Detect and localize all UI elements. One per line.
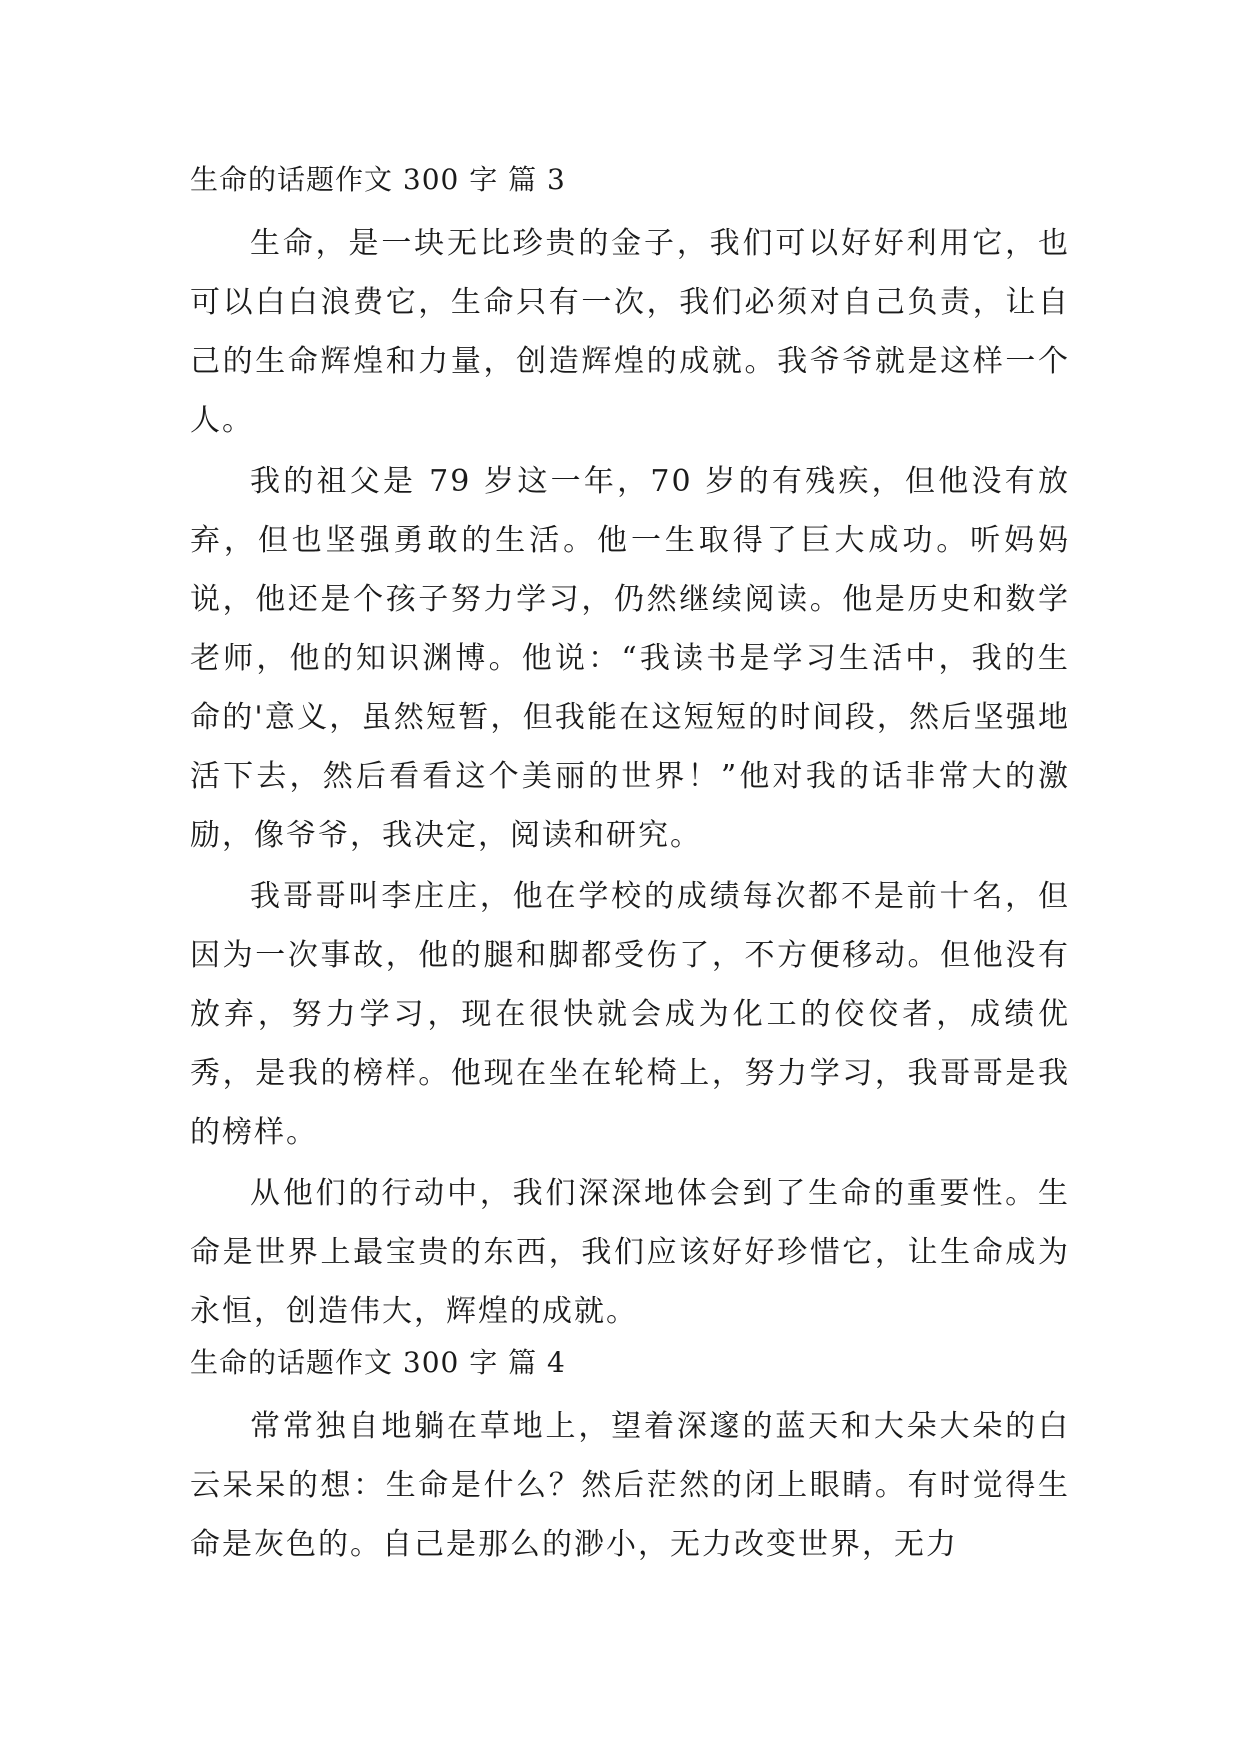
paragraph: 常常独自地躺在草地上，望着深邃的蓝天和大朵大朵的白云呆呆的想：生命是什么？然后茫然的闭上眼睛。有时觉得生命是灰色的。自己是那么的渺小，无力改变世界，无力	[190, 1409, 1070, 1562]
section-heading: 生命的话题作文 300 字 篇 4	[190, 1346, 566, 1379]
paragraph: 我哥哥叫李庄庄，他在学校的成绩每次都不是前十名，但因为一次事故，他的腿和脚都受伤了，不方便移动。但他没有放弃，努力学习，现在很快就会成为化工的佼佼者，成绩优秀，是我的榜样。他现在坐在轮椅上，努力学习，我哥哥是我的榜样。	[190, 879, 1070, 1150]
section-heading: 生命的话题作文 300 字 篇 3	[190, 163, 566, 196]
paragraph: 我的祖父是 79 岁这一年，70 岁的有残疾，但他没有放弃，但也坚强勇敢的生活。他一生取得了巨大成功。听妈妈说，他还是个孩子努力学习，仍然继续阅读。他是历史和数学老师，他的知识渊博。他说：“我读书是学习生活中，我的生命的'意义，虽然短暂，但我能在这短短的时间段，然后坚强地活下去，然后看看这个美丽的世界！”他对我的话非常大的激励，像爷爷，我决定，阅读和研究。	[190, 464, 1070, 853]
paragraph: 生命，是一块无比珍贵的金子，我们可以好好利用它，也可以白白浪费它，生命只有一次，我们必须对自己负责，让自己的生命辉煌和力量，创造辉煌的成就。我爷爷就是这样一个人。	[190, 226, 1070, 438]
document-page	[190, 160, 1070, 1576]
paragraph: 从他们的行动中，我们深深地体会到了生命的重要性。生命是世界上最宝贵的东西，我们应该好好珍惜它，让生命成为永恒，创造伟大，辉煌的成就。	[190, 1176, 1070, 1329]
